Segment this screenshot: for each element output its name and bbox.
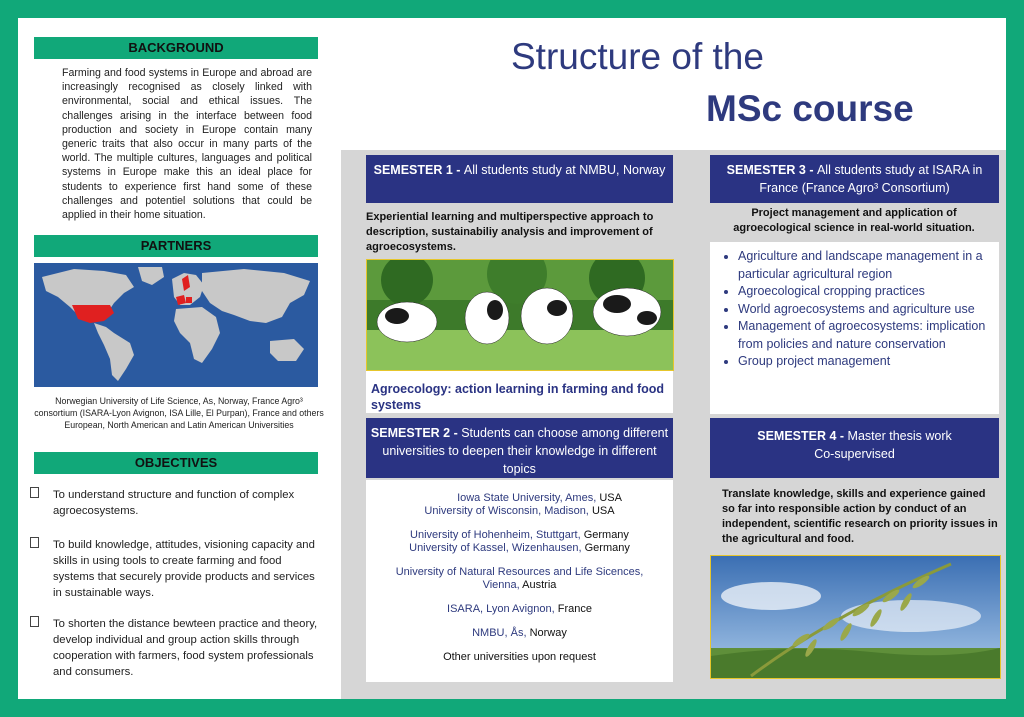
university-item: NMBU, Ås, Norway (472, 627, 567, 639)
university-item: University of Wisconsin, Madison, USA (424, 505, 615, 517)
partners-caption: Norwegian University of Life Science, As, Norway, France Agro³ consortium (ISARA-Lyon Avignon, ISA Lille, El Purpan), France and others European, North American and Latin American Universities (34, 396, 324, 430)
topic-item: • Agroecological cropping practices (738, 283, 992, 301)
semester-2-header: SEMESTER 2 - Students can choose among different universities to deepen their knowledge in different topics (366, 418, 673, 478)
topic-item: • World agroecosystems and agriculture use (738, 301, 992, 319)
semester-3-header: SEMESTER 3 - All students study at ISARA in France (France Agro³ Consortium) (710, 155, 999, 203)
university-item: University of Hohenheim, Stuttgart, Germany (410, 529, 629, 541)
semester-4-header: SEMESTER 4 - Master thesis work Co-supervised (710, 418, 999, 478)
topic-item: • Management of agroecosystems: implication from policies and nature conservation (738, 318, 992, 353)
page-title-line2: MSc course (706, 88, 914, 129)
grass-photo (710, 555, 1001, 679)
other-universities: Other universities upon request (443, 651, 596, 663)
semester-1-photo-caption: Agroecology: action learning in farming and food systems (371, 382, 665, 412)
university-list (366, 492, 673, 664)
objective-item: To shorten the distance bewteen practice and theory, develop individual and group action skills through cooperation with farmers, food system professionals and consumers. (30, 616, 326, 680)
semester-4-description: Translate knowledge, skills and experience gained so far into responsible action by conduct of an independent, scientific research on priority issues in the agricultural and food. (722, 488, 998, 545)
background-heading: BACKGROUND (34, 37, 318, 59)
checkbox-icon (30, 537, 39, 548)
university-item: University of Natural Resources and Life Sicences, Vienna, Austria (395, 566, 644, 591)
objective-item: To understand structure and function of complex agroecosystems. (30, 487, 326, 519)
topic-item: • Agriculture and landscape management in a particular agricultural region (738, 248, 992, 283)
semester-1-description: Experiential learning and multiperspective approach to description, sustainabiliy analysis and improvement of agroecosystems. (366, 211, 654, 253)
partners-heading: PARTNERS (34, 235, 318, 257)
semester-3-topic-list (720, 248, 992, 371)
university-item: ISARA, Lyon Avignon, France (447, 603, 592, 615)
university-item: Iowa State University, Ames, USA (457, 492, 622, 504)
university-item: University of Kassel, Wizenhausen, Germany (409, 542, 630, 554)
objective-item: To build knowledge, attitudes, visioning capacity and skills in using tools to create farming and food systems that securely provide products and services in sustainable ways. (30, 537, 326, 601)
topic-item: • Group project management (738, 353, 992, 371)
cows-photo (366, 259, 674, 371)
checkbox-icon (30, 487, 39, 498)
background-text: Farming and food systems in Europe and abroad are increasingly recognised as closely linked with environmental, social and ethical issues. The challenges arising in the interface between food production and society in Europe contain many generic traits that also occur in many parts of the world. The multiple cultures, languages and political systems in Europe make this an ideal place for students to experience first hand some of these challenges and potentiel solutions that could be applied in their home situation. (62, 67, 312, 222)
page-title-line1: Structure of the (511, 36, 764, 77)
semester-3-description: Project management and application of agroecological science in real-world situation. (733, 207, 975, 234)
objectives-heading: OBJECTIVES (34, 452, 318, 474)
world-map (34, 263, 318, 387)
semester-1-header: SEMESTER 1 - All students study at NMBU, Norway (366, 155, 673, 203)
checkbox-icon (30, 616, 39, 627)
